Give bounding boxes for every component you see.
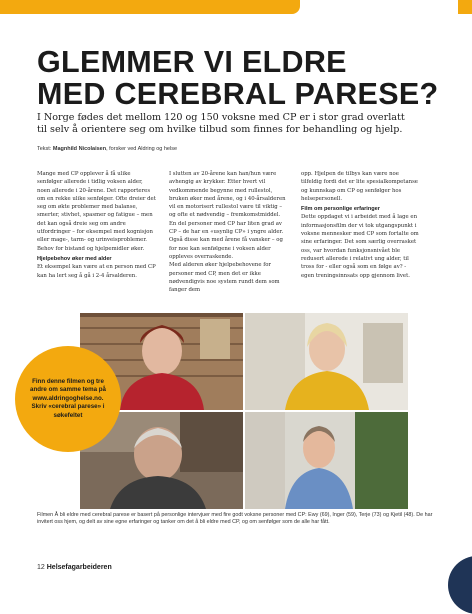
accent-corner-mark	[458, 0, 472, 14]
page-number: 12	[37, 564, 45, 571]
film-info-badge	[15, 346, 121, 452]
title-line-1: GLEMMER VI ELDRE	[37, 45, 347, 79]
photo-grid	[80, 313, 408, 509]
paragraph: I slutten av 20-årene kan han/hun være avhengig av krykker. Etter hvert vil vedkommende begynne med rullestol, bruken øker med årene, og i 40-årsalderen vil en motorisert rullestol være til viktig – og ofte et nødvendig – fremkomstmiddel. En del personer med CP har liten grad av CP – de har en «usynlig CP» i yngre alder. Også disse kan med årene få vansker – og for noe kan senfølgene i voksen alder oppleves overraskende.	[169, 171, 286, 260]
magazine-name: Helsefagarbeideren	[46, 564, 112, 571]
byline-role: , forsker ved Aldring og helse	[106, 146, 178, 152]
paragraph: Mange med CP opplever å få ulike senfølger allerede i tidlig voksen alder, noen allerede i 20-årene. Det rapporteres om en rekke ulike senfølger. Ofte dreier det seg om økte problemer med balanse, smerter, stivhet, spasmer og fatigue – men det kan også dreie seg om andre utfordringer – for eksempel med kognisjon eller mage-, tarm- og urinveisproblemer. Behov for bistand og hjelpemidler øker.	[37, 171, 156, 252]
article-title	[37, 46, 447, 110]
accent-top-bar	[0, 0, 300, 14]
paragraph: opp. Hjelpen de tilbys kan være noe tilfeldig fordi det er lite spesialkompetanse og kunnskap om CP og senfølger hos helsepersonell.	[301, 171, 418, 202]
text-column-3	[301, 170, 420, 280]
byline	[37, 146, 417, 152]
photo-man-blue-shirt	[245, 412, 408, 509]
byline-label: Tekst:	[37, 146, 52, 152]
subheading: Hjelpebehov øker med alder	[37, 255, 112, 262]
paragraph: Et eksempel kan være at en person med CP kan ha lert seg å gå i 2-4 årsalderen.	[37, 264, 156, 279]
paragraph: Dette oppdaget vi i arbeidet med å lage en informasjonsfilm der vi tok utgangspunkt i voksne mennesker med CP som fortalte om sine erfaringer. Det som særlig overrasket oss, var hvordan funksjonsnivået ble redusert allerede i relativt ung alder, til tross for - eller også som en følge av? - egen treningsinnsats opp gjennom livet.	[301, 214, 419, 279]
page-footer	[37, 564, 112, 571]
photo-caption: Filmen Å bli eldre med cerebral parese er basert på personlige intervjuer med fire godt voksne personer med CP: Ewy (69), Inger (59), Terje (73) og Kjetil (48). De har invitert oss hjem, og delt av sine egne erfaringer og tanker om det å bli eldre med CP, og om senfølger som de alle har fått.	[37, 512, 433, 526]
text-column-1	[37, 170, 156, 280]
paragraph: Med alderen øker hjelpebehovene for personer med CP, men det er ikke nødvendigvis noe system rundt dem som fanger dem	[169, 262, 280, 294]
text-column-2	[169, 170, 288, 294]
badge-text: Finn denne filmen og tre andre om samme tema på www.aldringoghelse.no. Skriv «cerebral parese» i søkefeltet	[30, 377, 106, 419]
corner-decoration	[448, 556, 472, 614]
byline-author: Magnhild Nicolaisen	[52, 146, 107, 152]
photo-woman-yellow-top	[245, 313, 408, 410]
title-line-2: MED CEREBRAL PARESE?	[37, 77, 439, 111]
subheading: Film om personlige erfaringer	[301, 206, 380, 213]
article-ingress: I Norge fødes det mellom 120 og 150 voksne med CP er i stor grad overlatt til selv å orientere seg om hvilke tilbud som finnes for behandling og hjelp.	[37, 112, 405, 135]
